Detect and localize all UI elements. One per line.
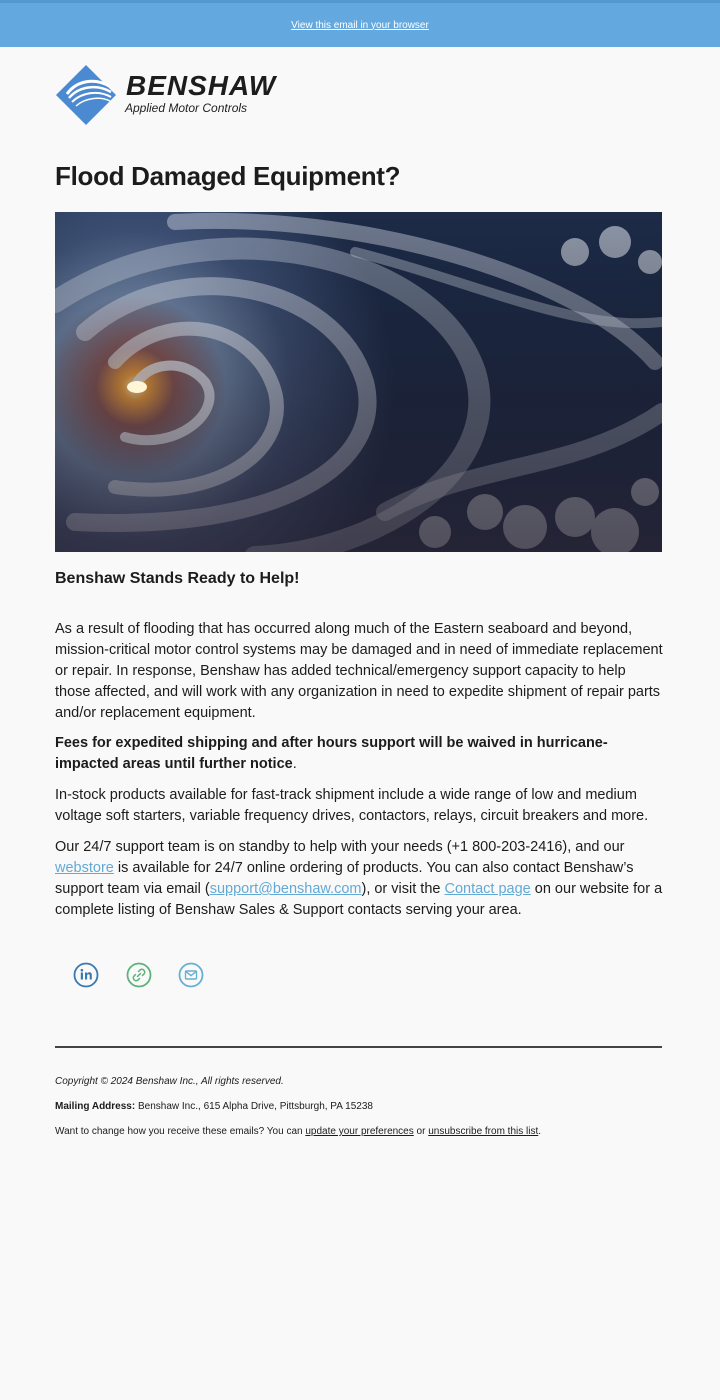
intro-paragraph: As a result of flooding that has occurred along much of the Eastern seaboard and beyond, mission-critical motor control systems may be damaged and in need of immediate replacement or repair. In response, Benshaw has added technical/emergency support capacity to help those affected, and will work with any organization in need to expedite shipment of repair parts and/or replacement equipment. [55, 621, 663, 721]
products-paragraph: In-stock products available for fast-track shipment include a wide range of low and medium voltage soft starters, variable frequency drives, contactors, relays, circuit breakers and more. [55, 787, 649, 824]
link-icon[interactable] [126, 962, 152, 988]
logo-tagline: Applied Motor Controls [125, 101, 248, 115]
hurricane-hero-image [55, 212, 662, 552]
benshaw-logo[interactable] [55, 64, 295, 128]
or-text: or [413, 1126, 429, 1137]
fees-bold-text: Fees for expedited shipping and after hours support will be waived in hurricane-impacted areas until further notice [55, 735, 608, 772]
benshaw-logo-mark-icon [55, 64, 117, 126]
footer-divider [55, 1046, 662, 1048]
fees-period: . [292, 756, 297, 772]
support-text-3: ), or visit the [361, 881, 445, 897]
logo-wordmark: BENSHAW [126, 70, 277, 101]
view-in-browser-link[interactable]: View this email in your browser [291, 19, 429, 31]
section-subheading: Benshaw Stands Ready to Help! [55, 570, 300, 587]
email-preferences-text [55, 1126, 541, 1137]
prefs-end: . [538, 1126, 542, 1137]
linkedin-icon[interactable] [73, 962, 99, 988]
mailing-address [55, 1101, 373, 1112]
prefs-text: Want to change how you receive these emails? You can [55, 1126, 306, 1137]
copyright-text: Copyright © 2024 Benshaw Inc., All rights reserved. [55, 1076, 284, 1087]
support-text-1: Our 24/7 support team is on standby to help with your needs (+1 800-203-2416), and our [55, 839, 625, 855]
mailing-address-label: Mailing Address: [55, 1101, 136, 1112]
mailing-address-value: Benshaw Inc., 615 Alpha Drive, Pittsburgh, PA 15238 [135, 1101, 373, 1112]
support-email-link[interactable]: support@benshaw.com [209, 881, 362, 897]
update-preferences-link[interactable]: update your preferences [305, 1126, 414, 1137]
email-icon[interactable] [178, 962, 204, 988]
webstore-link[interactable]: webstore [55, 860, 114, 876]
page-title: Flood Damaged Equipment? [55, 161, 401, 191]
fees-paragraph [55, 733, 665, 775]
contact-page-link[interactable]: Contact page [444, 881, 531, 897]
support-paragraph [55, 837, 665, 921]
support-text-2: is available for 24/7 online ordering of products. You can also contact Benshaw’s support team via email ( [55, 860, 634, 897]
unsubscribe-link[interactable]: unsubscribe from this list [428, 1126, 539, 1137]
top-banner [0, 0, 720, 47]
support-text-4: on our website for a complete listing of Benshaw Sales & Support contacts serving your area. [55, 881, 663, 918]
